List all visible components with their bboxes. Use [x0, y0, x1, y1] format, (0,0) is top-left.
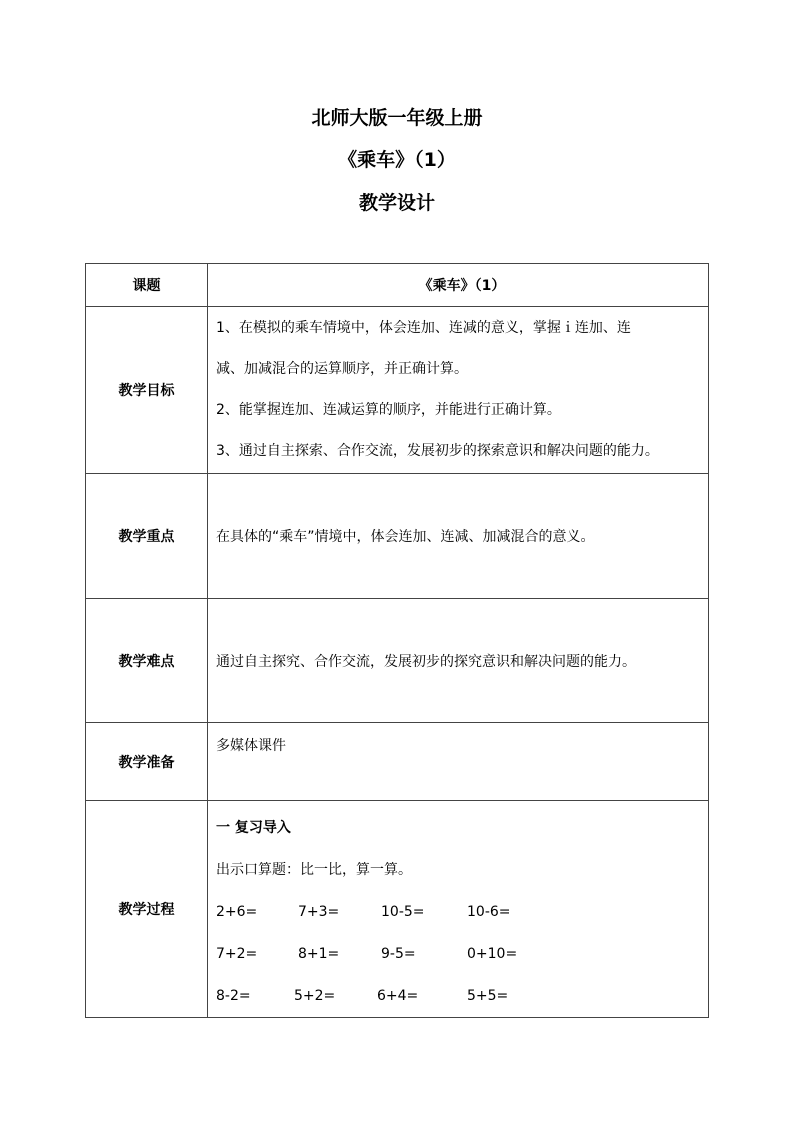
process-heading: 一 复习导入	[216, 820, 291, 836]
equation: 5+2=	[294, 988, 336, 1004]
process-label: 教学过程	[86, 801, 208, 1018]
table-row-process	[86, 801, 709, 1018]
equation: 7+3=	[298, 904, 340, 920]
lesson-plan-table	[85, 263, 709, 1018]
process-intro: 出示口算题：比一比，算一算。	[216, 862, 412, 878]
goal-line-2: 减、加减混合的运算顺序，并正确计算。	[216, 361, 468, 377]
equation: 7+2=	[216, 946, 258, 962]
equation: 2+6=	[216, 904, 258, 920]
key-points-value: 在具体的“乘车”情境中，体会连加、连减、加减混合的意义。	[208, 474, 709, 599]
process-value	[208, 801, 709, 1018]
equation: 0+10=	[467, 946, 518, 962]
equation: 9-5=	[381, 946, 416, 962]
table-row-goals	[86, 307, 709, 474]
table-row-topic	[86, 264, 709, 307]
equation: 5+5=	[467, 988, 509, 1004]
equation-row-3	[216, 975, 708, 1017]
goal-line-3: 2、能掌握连加、连减运算的顺序，并能进行正确计算。	[216, 402, 561, 418]
table-row-key-points	[86, 474, 709, 599]
equation: 10-6=	[467, 904, 511, 920]
topic-label: 课题	[86, 264, 208, 307]
preparation-label: 教学准备	[86, 723, 208, 801]
header-grade-line: 北师大版一年级上册	[311, 107, 483, 129]
equation-row-2	[216, 933, 708, 975]
goals-label: 教学目标	[86, 307, 208, 474]
difficulty-value: 通过自主探究、合作交流，发展初步的探究意识和解决问题的能力。	[208, 599, 709, 723]
table-row-preparation	[86, 723, 709, 801]
header-design-label: 教学设计	[358, 192, 435, 214]
equation: 10-5=	[381, 904, 425, 920]
table-row-difficulty	[86, 599, 709, 723]
equation-row-1	[216, 891, 708, 933]
difficulty-label: 教学难点	[86, 599, 208, 723]
goal-line-4: 3、通过自主探索、合作交流，发展初步的探索意识和解决问题的能力。	[216, 443, 659, 459]
equation: 6+4=	[377, 988, 419, 1004]
goal-line-1: 1、在模拟的乘车情境中，体会连加、连减的意义，掌握ｉ连加、连	[216, 320, 631, 336]
equation: 8+1=	[298, 946, 340, 962]
preparation-value: 多媒体课件	[208, 723, 709, 801]
header-lesson-title: 《乘车》（1）	[338, 149, 456, 171]
goals-value	[208, 307, 709, 474]
topic-value: 《乘车》（1）	[208, 264, 709, 307]
key-points-label: 教学重点	[86, 474, 208, 599]
equation: 8-2=	[216, 988, 251, 1004]
